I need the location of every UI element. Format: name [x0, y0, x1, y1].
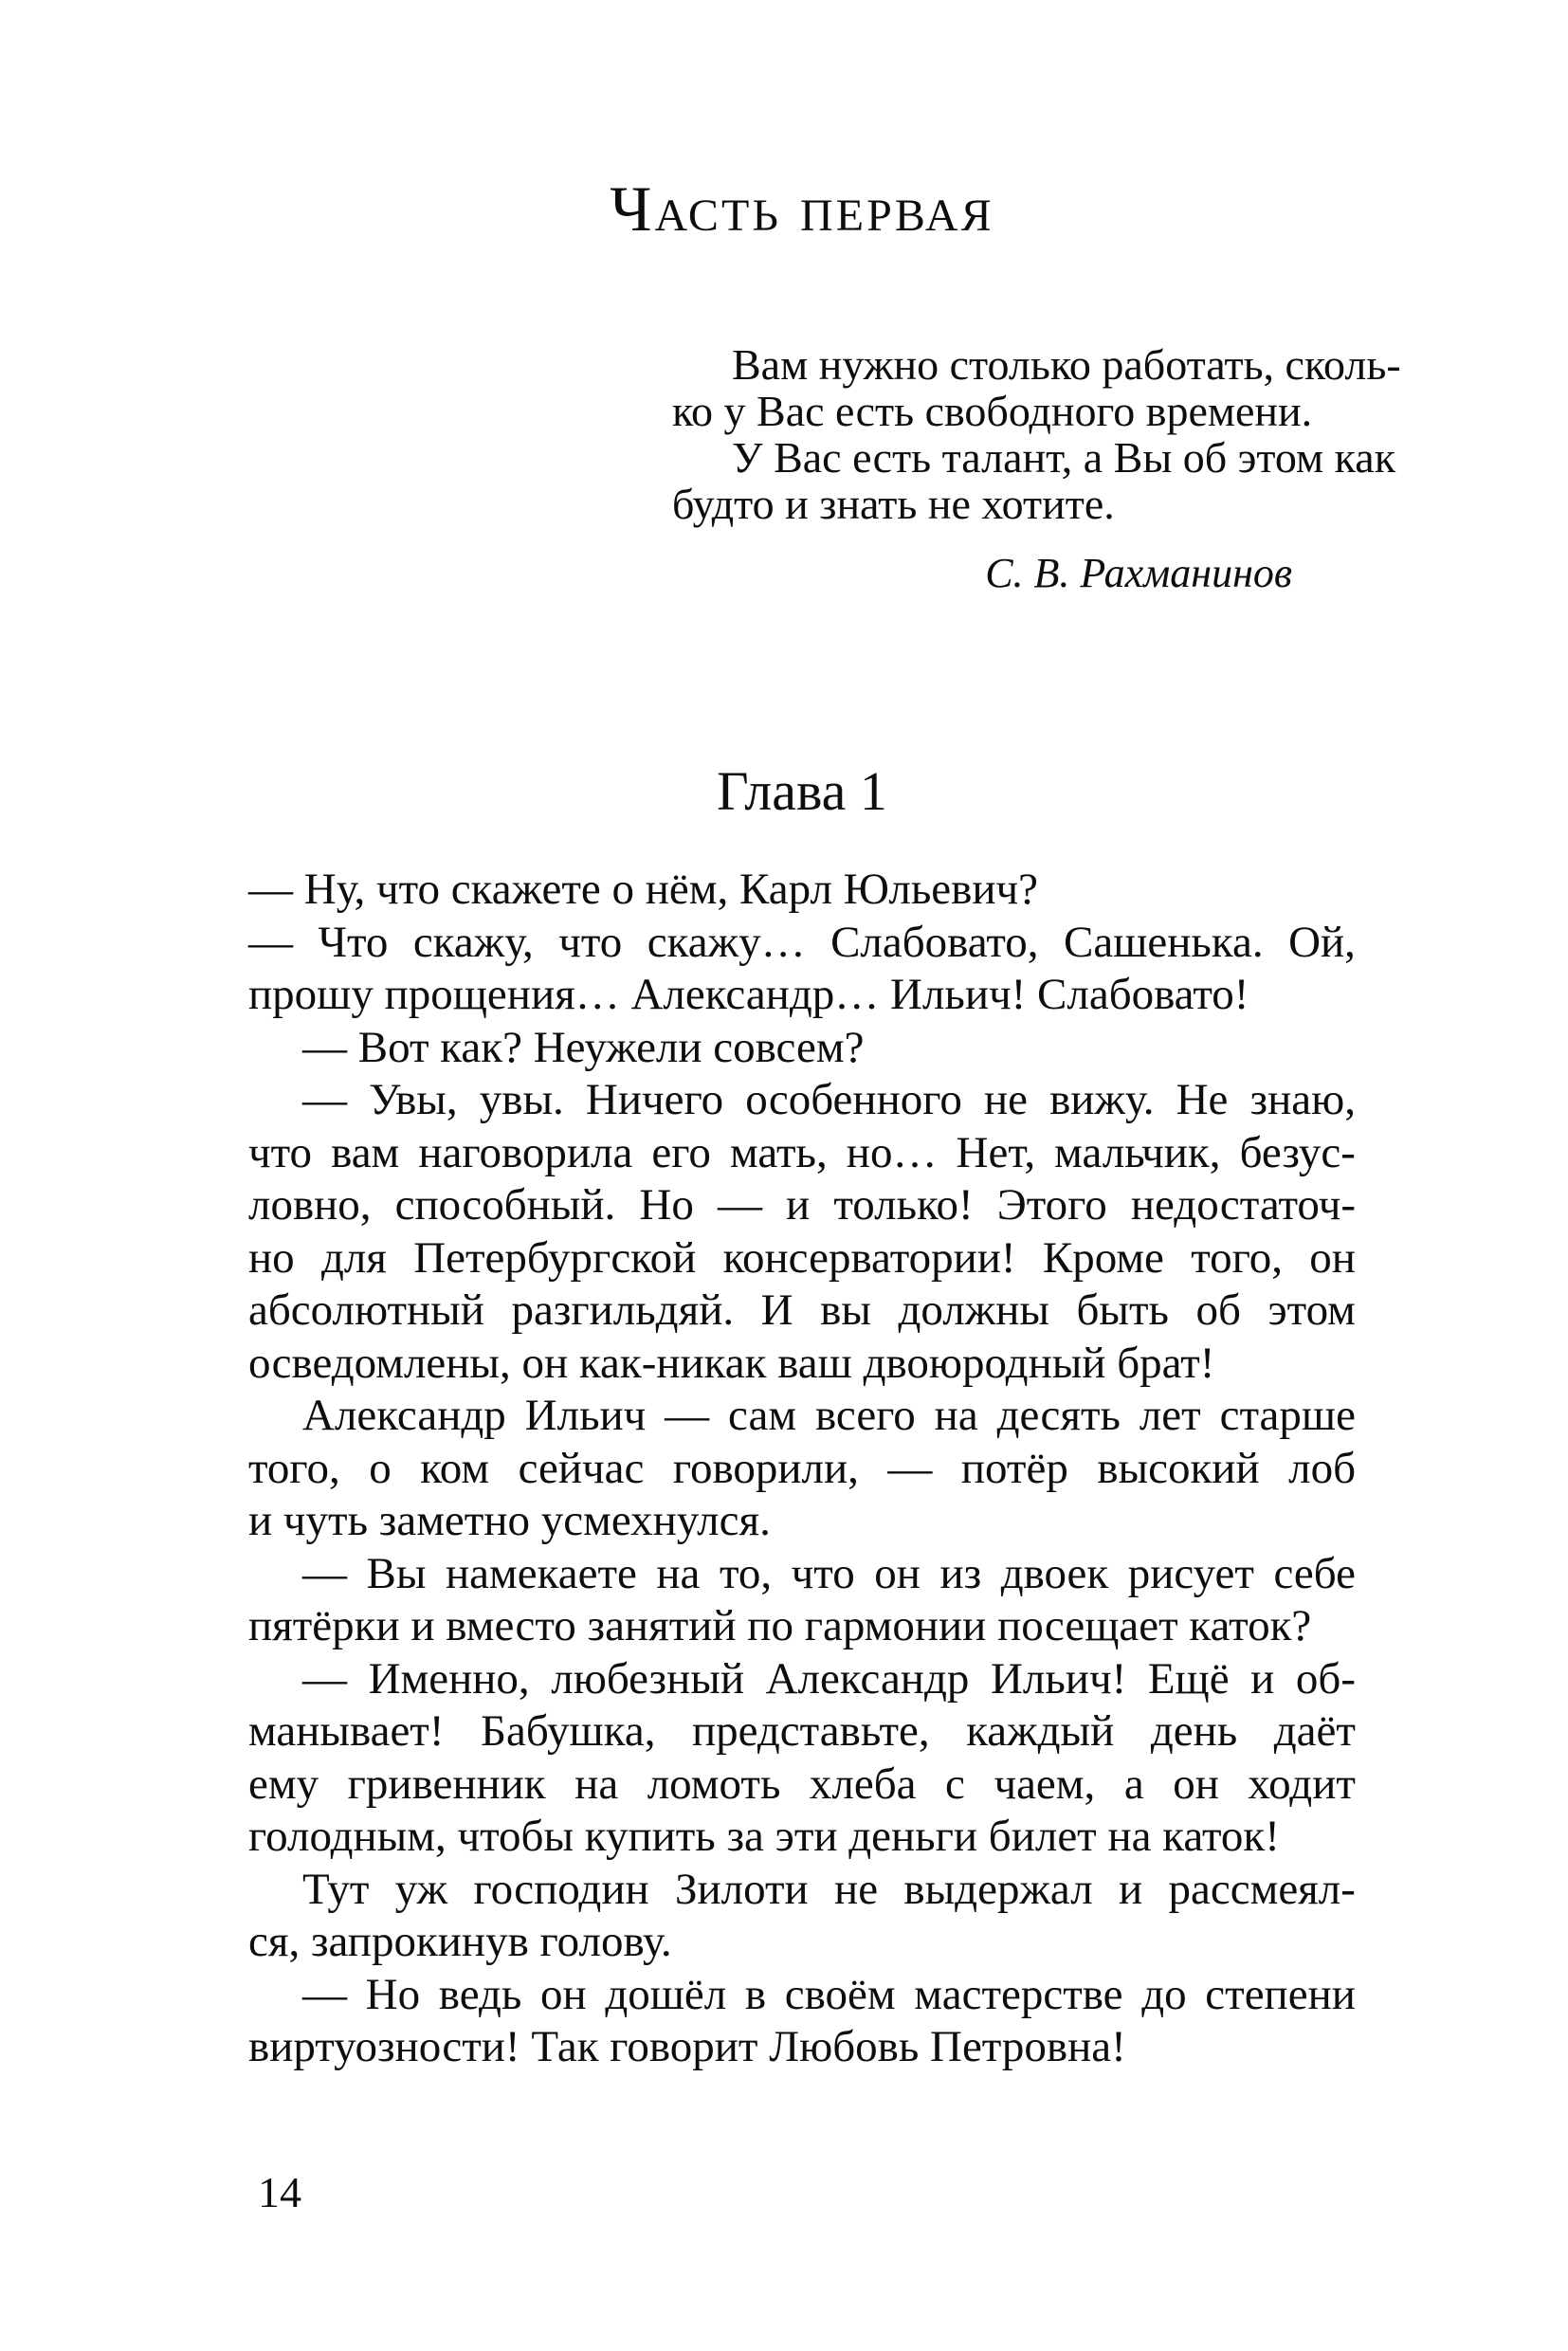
- chapter-title: Глава 1: [717, 760, 887, 822]
- text-line: но для Петербургской консерватории! Кроме того, он: [248, 1232, 1356, 1283]
- part-title: Часть первая: [610, 173, 994, 245]
- text-line: — Вы намекаете на то, что он из двоек рисует себе: [302, 1548, 1356, 1598]
- text-line: осведомлены, он как-никак ваш двоюродный брат!: [248, 1338, 1215, 1388]
- text-line: того, о ком сейчас говорили, — потёр высокий лоб: [248, 1443, 1356, 1493]
- text-line: абсолютный разгильдяй. И вы должны быть об этом: [248, 1285, 1356, 1335]
- text-line: ловно, способный. Но — и только! Этого недостаточ-: [248, 1180, 1356, 1230]
- epigraph-text: [672, 340, 1401, 528]
- body-text: [248, 864, 1356, 2074]
- text-line: — Что скажу, что скажу… Слабовато, Сашенька. Ой,: [248, 917, 1356, 967]
- text-line: — Ну, что скажете о нём, Карл Юльевич?: [248, 865, 1038, 914]
- epigraph-attribution: С. В. Рахманинов: [985, 550, 1292, 596]
- text-line: Вам нужно столько работать, сколь-: [732, 340, 1401, 389]
- text-line: пятёрки и вместо занятий по гармонии посещает каток?: [248, 1601, 1312, 1650]
- text-line: ся, запрокинув голову.: [248, 1917, 672, 1966]
- text-line: и чуть заметно усмехнулся.: [248, 1496, 771, 1545]
- text-line: У Вас есть талант, а Вы об этом как: [732, 433, 1396, 482]
- text-line: прошу прощения… Александр… Ильич! Слабовато!: [248, 970, 1249, 1019]
- text-line: — Но ведь он дошёл в своём мастерстве до степени: [302, 1969, 1356, 2019]
- text-line: Тут уж господин Зилоти не выдержал и рассмеял-: [302, 1864, 1356, 1914]
- text-line: ему гривенник на ломоть хлеба с чаем, а он ходит: [248, 1759, 1356, 1809]
- text-line: — Увы, увы. Ничего особенного не вижу. Не знаю,: [302, 1075, 1356, 1124]
- text-line: — Вот как? Неужели совсем?: [302, 1022, 865, 1072]
- text-line: голодным, чтобы купить за эти деньги билет на каток!: [248, 1812, 1280, 1861]
- page-number: 14: [258, 2168, 301, 2216]
- text-line: что вам наговорила его мать, но… Нет, мальчик, безус-: [248, 1127, 1356, 1177]
- text-line: будто и знать не хотите.: [672, 480, 1115, 528]
- epigraph: [672, 340, 1401, 596]
- text-line: Александр Ильич — сам всего на десять лет старше: [302, 1391, 1356, 1440]
- text-line: — Именно, любезный Александр Ильич! Ещё и об-: [302, 1653, 1356, 1704]
- text-line: ко у Вас есть свободного времени.: [672, 387, 1313, 435]
- text-line: виртуозности! Так говорит Любовь Петровна!: [248, 2022, 1126, 2071]
- text-line: манывает! Бабушка, представьте, каждый день даёт: [248, 1706, 1356, 1756]
